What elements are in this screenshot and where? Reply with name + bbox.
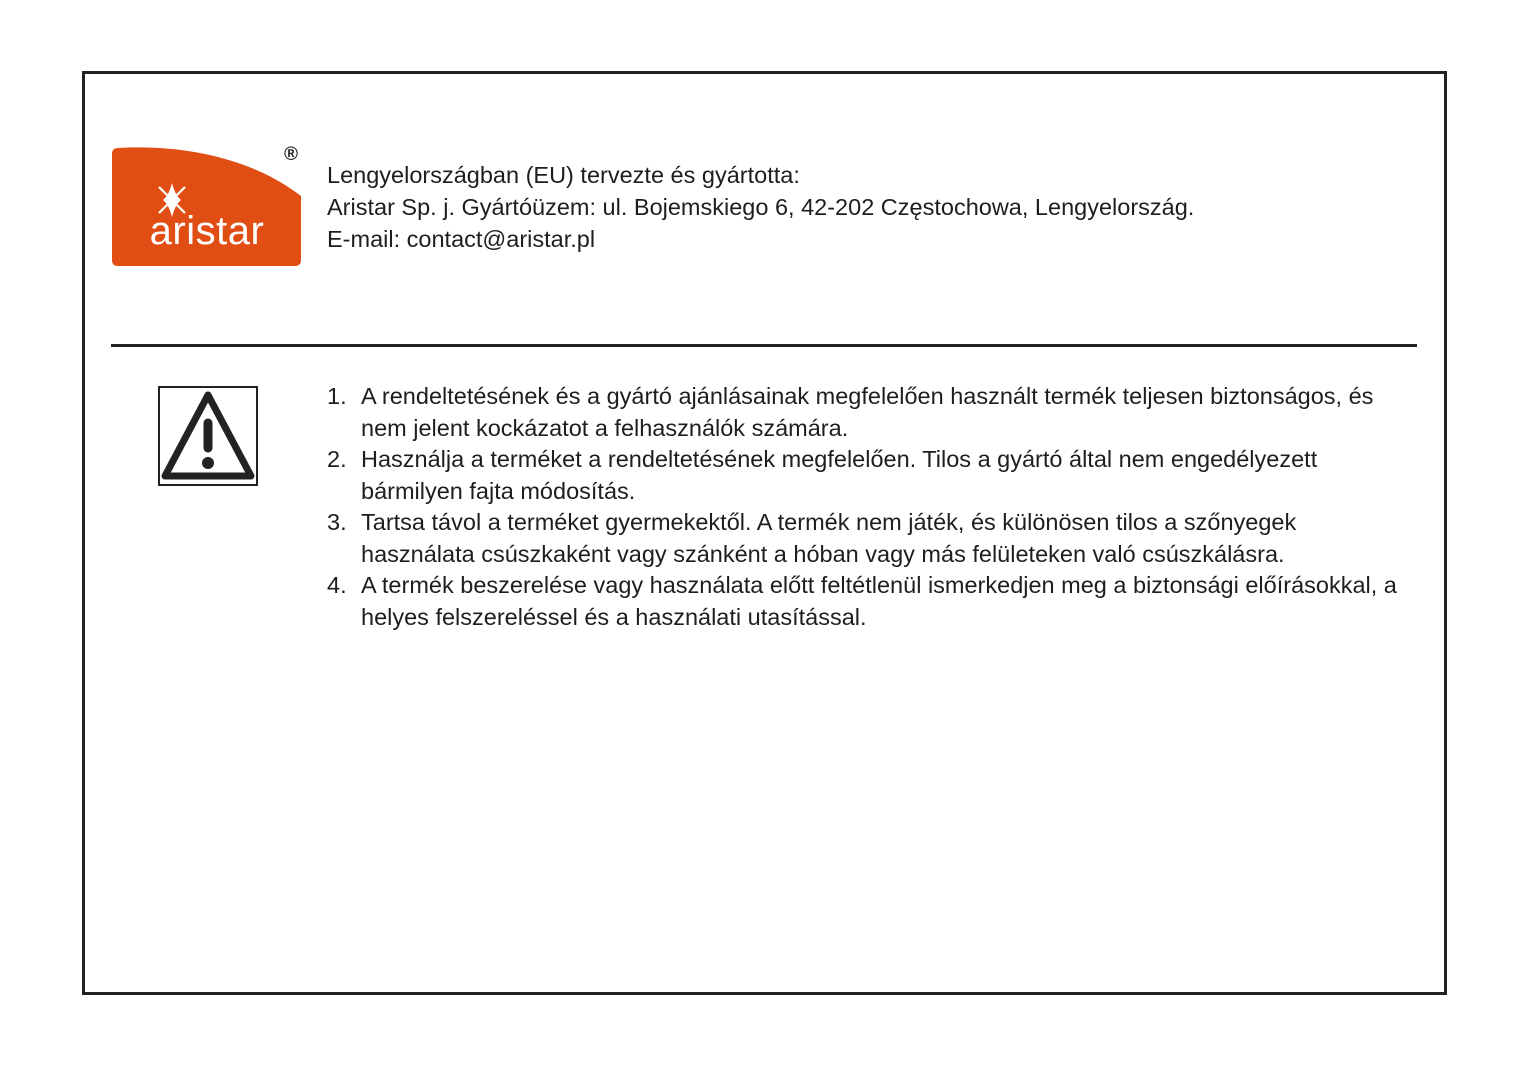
manufacturer-email: E-mail: contact@aristar.pl [327, 226, 596, 252]
list-item-number: 3. [327, 509, 347, 535]
section-divider [111, 344, 1417, 347]
list-item [327, 381, 1397, 444]
list-item-text: Használja a terméket a rendeltetésének megfelelően. Tilos a gyártó által nem engedélyezett bármilyen fajta módosítás. [361, 446, 1318, 504]
logo-wordmark: aristar [149, 209, 265, 253]
warning-triangle-icon [158, 386, 258, 486]
registered-mark: ® [284, 144, 298, 165]
aristar-logo [112, 146, 302, 268]
manufacturer-info [327, 159, 1194, 255]
list-item-text: A termék beszerelése vagy használata előtt feltétlenül ismerkedjen meg a biztonsági előírásokkal, a helyes felszereléssel és a használati utasítással. [361, 572, 1397, 630]
manufacturer-address: Aristar Sp. j. Gyártóüzem: ul. Bojemskiego 6, 42-202 Częstochowa, Lengyelország. [327, 194, 1195, 220]
list-item-number: 4. [327, 572, 347, 598]
list-item-text: A rendeltetésének és a gyártó ajánlásainak megfelelően használt termék teljesen biztonságos, és nem jelent kockázatot a felhasználók számára. [361, 383, 1374, 441]
list-item [327, 444, 1397, 507]
list-item-number: 1. [327, 383, 347, 409]
list-item-text: Tartsa távol a terméket gyermekektől. A termék nem játék, és különösen tilos a szőnyegek használata csúszkaként vagy szánként a hóban vagy más felületeken való csúszkálásra. [361, 509, 1297, 567]
list-item [327, 570, 1397, 633]
manufacturer-heading: Lengyelországban (EU) tervezte és gyártotta: [327, 162, 800, 188]
safety-instructions-list [327, 381, 1397, 633]
logo-graphic [112, 146, 302, 268]
list-item [327, 507, 1397, 570]
list-item-number: 2. [327, 446, 347, 472]
